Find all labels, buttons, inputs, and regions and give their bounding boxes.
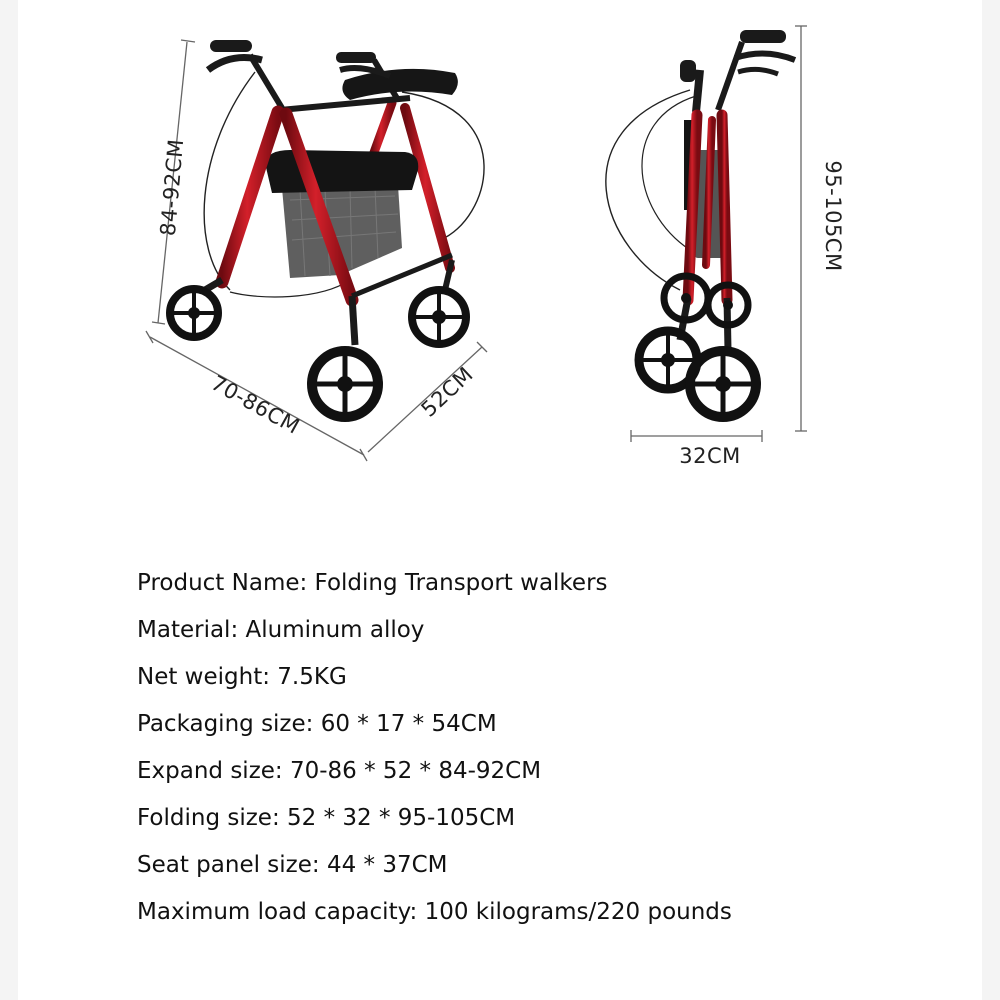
spec-expand-size: Expand size: 70-86 * 52 * 84-92CM <box>137 758 542 784</box>
spec-material: Material: Aluminum alloy <box>137 617 425 643</box>
expanded-walker-image <box>170 40 484 417</box>
expanded-length-label: 70-86CM <box>207 370 304 439</box>
spec-net-weight: Net weight: 7.5KG <box>137 664 347 690</box>
wheel-icon <box>312 351 378 417</box>
spec-max-load: Maximum load capacity: 100 kilograms/220 pounds <box>137 899 732 925</box>
spec-product-name: Product Name: Folding Transport walkers <box>137 570 608 596</box>
spec-packaging-size: Packaging size: 60 * 17 * 54CM <box>137 711 497 737</box>
spec-list <box>137 563 957 939</box>
wheel-icon <box>170 289 218 337</box>
spec-seat-panel-size: Seat panel size: 44 * 37CM <box>137 852 448 878</box>
expanded-width-label: 52CM <box>416 362 478 422</box>
folded-height-label: 95-105CM <box>821 160 845 272</box>
folded-width-label: 32CM <box>679 444 741 468</box>
wheel-icon <box>690 351 756 417</box>
spec-folding-size: Folding size: 52 * 32 * 95-105CM <box>137 805 516 831</box>
wheel-icon <box>412 290 466 344</box>
folded-walker-image <box>606 30 795 417</box>
expanded-height-label: 84-92CM <box>155 137 189 237</box>
